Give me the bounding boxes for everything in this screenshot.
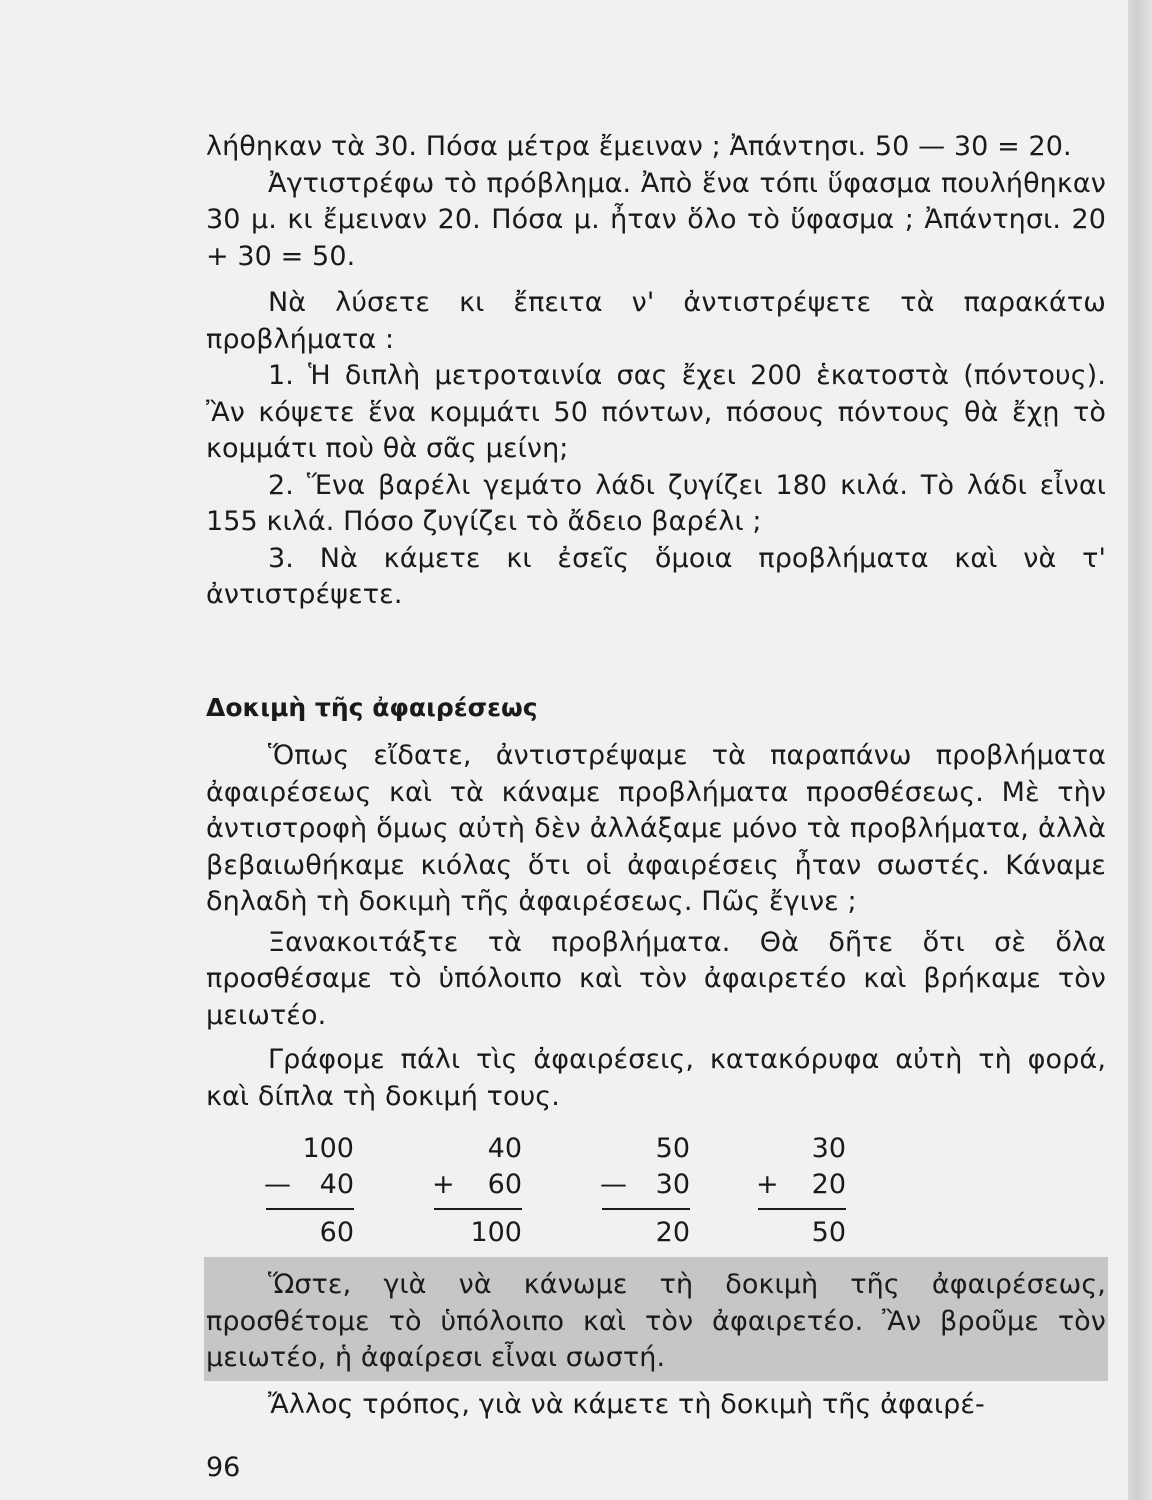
calc-result: 20 (655, 1217, 690, 1248)
page-edge (1128, 0, 1152, 1500)
paragraph-vertical: Γράφομε πάλι τὶς ἀφαιρέσεις, κατακόρυφα αὐτὴ τὴ φορά, καὶ δίπλα τὴ δοκιμή τους. (206, 1044, 1106, 1112)
paragraph-other-method: Ἄλλος τρόπος, γιὰ νὰ κάμετε τὴ δοκιμὴ τῆς ἀφαιρέ- (268, 1389, 985, 1420)
exercise-2: 2. Ἕνα βαρέλι γεμάτο λάδι ζυγίζει 180 κιλά. Τὸ λάδι εἶναι 155 κιλά. Πόσο ζυγίζει τὸ ἄδειο βαρέλι ; (206, 469, 1106, 537)
paragraph-explanation: Ὅπως εἴδατε, ἀντιστρέψαμε τὰ παραπάνω προβλήματα ἀφαιρέσεως καὶ τὰ κάναμε προβλήματα προσθέσεως. Μὲ τὴν ἀντιστροφὴ ὅμως αὐτὴ δὲν ἀλλάξαμε μόνο τὰ προβλήματα, ἀλλὰ βεβαιωθήκαμε κιόλας ὅτι οἱ ἀφαιρέσεις ἦταν σωστές. Κάναμε δηλαδὴ τὴ δοκιμὴ τῆς ἀφαιρέσεως. Πῶς ἔγινε ; (206, 740, 1106, 917)
calc-result: 60 (319, 1217, 354, 1248)
text-block-middle (206, 738, 1106, 1115)
calc-rule (434, 1208, 522, 1210)
highlight-rule-box (204, 1257, 1108, 1381)
paragraph-review: Ξανακοιτάξτε τὰ προβλήματα. Θὰ δῆτε ὅτι σὲ ὅλα προσθέσαμε τὸ ὑπόλοιπο καὶ τὸν ἀφαιρετέο καὶ βρήκαμε τὸν μειωτέο. (206, 926, 1106, 1031)
calc-top-number: 50 (655, 1133, 690, 1164)
calculation-1 (264, 1131, 354, 1255)
calc-result: 100 (470, 1217, 522, 1248)
calculation-3 (600, 1131, 690, 1255)
calc-rule (266, 1208, 354, 1210)
calc-operator: + (756, 1169, 779, 1200)
calc-second-number: 40 (319, 1169, 354, 1200)
section-heading: Δοκιμὴ τῆς ἀφαιρέσεως (206, 693, 538, 722)
rule-statement: Ὥστε, γιὰ νὰ κάνωμε τὴ δοκιμὴ τῆς ἀφαιρέσεως, προσθέτομε τὸ ὑπόλοιπο καὶ τὸν ἀφαιρετέο. Ἂν βροῦμε τὸν μειωτέο, ἡ ἀφαίρεσι εἶναι σωστή. (206, 1269, 1106, 1373)
vertical-calculations (260, 1131, 900, 1255)
calc-rule (602, 1208, 690, 1210)
calc-second-number: 60 (487, 1169, 522, 1200)
calc-top-number: 40 (487, 1133, 522, 1164)
calculation-2 (432, 1131, 522, 1255)
calc-operator: — (600, 1169, 627, 1200)
paragraph-continuation: λήθηκαν τὰ 30. Πόσα μέτρα ἔμειναν ; Ἀπάντησι. 50 — 30 = 20. (206, 131, 1072, 162)
calc-second-number: 20 (811, 1169, 846, 1200)
paragraph-reverse-problem: Ἀγτιστρέφω τὸ πρόβλημα. Ἀπὸ ἕνα τόπι ὕφασμα πουλήθηκαν 30 μ. κι ἔμειναν 20. Πόσα μ. ἦταν ὅλο τὸ ὕφασμα ; Ἀπάντησι. 20 + 30 = 50. (206, 167, 1106, 272)
calc-top-number: 30 (811, 1133, 846, 1164)
calc-second-number: 30 (655, 1169, 690, 1200)
text-block-bottom (206, 1387, 1106, 1424)
highlight-rule-text (206, 1267, 1106, 1377)
calc-top-number: 100 (302, 1133, 354, 1164)
text-block-top (206, 129, 1106, 614)
calc-operator: — (264, 1169, 291, 1200)
page-number: 96 (206, 1452, 241, 1483)
paragraph-instructions: Νὰ λύσετε κι ἔπειτα ν' ἀντιστρέψετε τὰ παρακάτω προβλήματα : (206, 287, 1106, 355)
calc-result: 50 (811, 1217, 846, 1248)
exercise-1: 1. Ἡ διπλὴ μετροταινία σας ἔχει 200 ἑκατοστὰ (πόντους). Ἂν κόψετε ἕνα κομμάτι 50 πόντων, πόσους πόντους θὰ ἔχῃ τὸ κομμάτι ποὺ θὰ σᾶς μείνη; (206, 360, 1106, 464)
calc-rule (758, 1208, 846, 1210)
calculation-4 (756, 1131, 846, 1255)
exercise-3: 3. Νὰ κάμετε κι ἐσεῖς ὅμοια προβλήματα καὶ νὰ τ' ἀντιστρέψετε. (206, 542, 1106, 610)
calc-operator: + (432, 1169, 455, 1200)
